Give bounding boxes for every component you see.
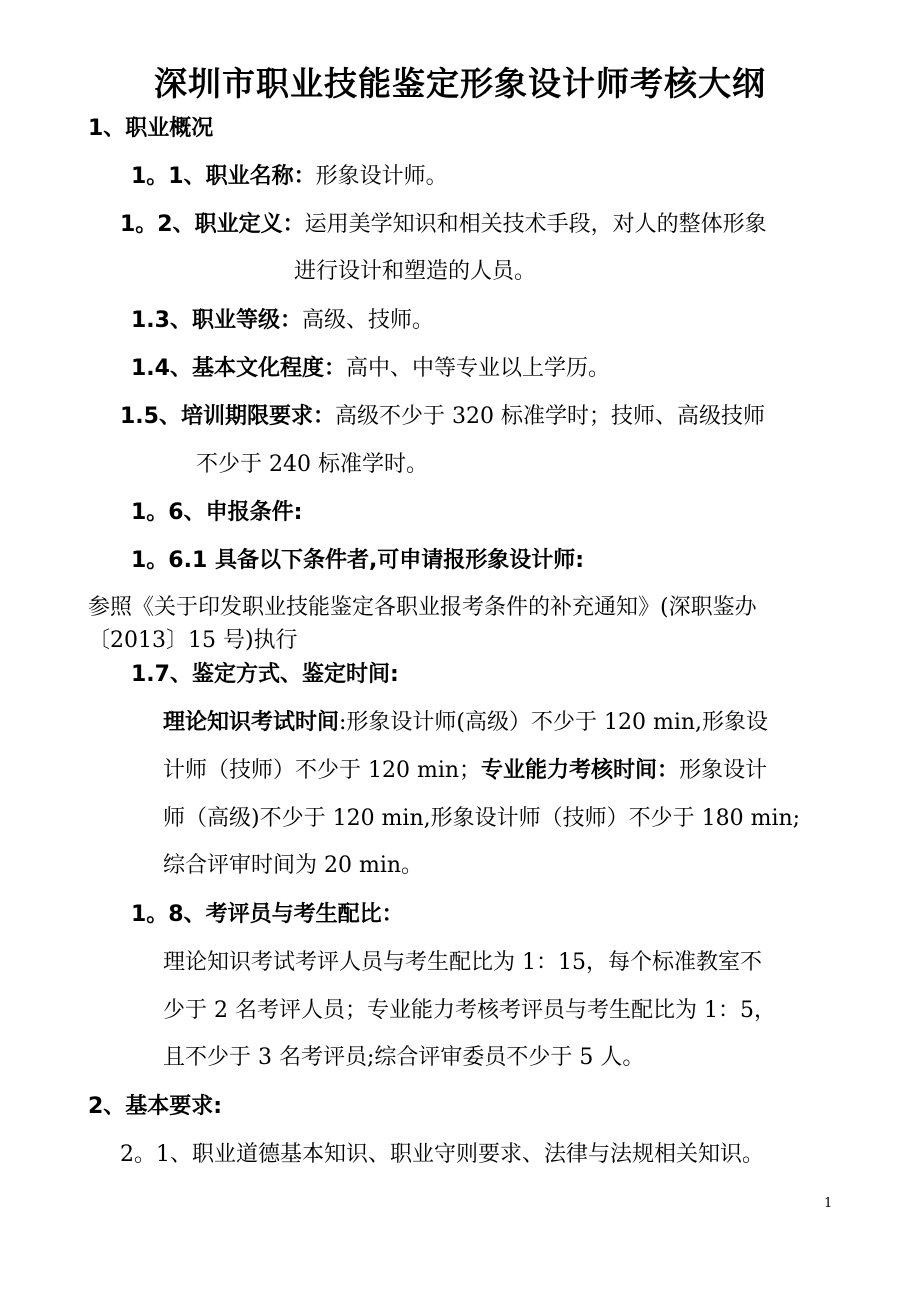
item-1-6-1: 1。6.1 具备以下条件者,可申请报形象设计师: <box>131 548 585 573</box>
item-1-3 <box>131 306 434 336</box>
item-1-1-text: 形象设计师。 <box>315 164 448 189</box>
item-1-4-label: 1.4、基本文化程度： <box>131 356 346 381</box>
item-1-4 <box>131 354 610 384</box>
item-1-5-text: 高级不少于 320 标准学时；技师、高级技师 <box>334 404 765 429</box>
theory-exam-time-text: :形象设计师(高级）不少于 120 min,形象设 <box>339 710 769 735</box>
item-1-1 <box>131 162 448 192</box>
item-1-7-line-4: 综合评审时间为 20 min。 <box>163 853 424 878</box>
item-1-4-text: 高中、中等专业以上学历。 <box>345 356 610 381</box>
section-2-heading: 2、基本要求: <box>88 1094 223 1119</box>
item-1-7-line-1 <box>163 708 768 738</box>
reference-line-1: 参照《关于印发职业技能鉴定各职业报考条件的补充通知》(深职鉴办 <box>88 595 757 620</box>
item-1-1-label: 1。1、职业名称： <box>131 164 316 189</box>
item-1-2 <box>120 210 767 240</box>
item-1-8: 1。8、考评员与考生配比： <box>131 902 404 927</box>
item-1-8-line-2: 少于 2 名考评人员；专业能力考核考评员与考生配比为 1：5， <box>163 998 776 1023</box>
item-1-7-line-3: 师（高级)不少于 120 min,形象设计师（技师）不少于 180 min; <box>163 806 801 831</box>
item-1-5 <box>120 402 765 432</box>
section-1-heading: 1、职业概况 <box>88 116 214 141</box>
item-2-1: 2。1、职业道德基本知识、职业守则要求、法律与法规相关知识。 <box>120 1142 764 1167</box>
theory-exam-time-label: 理论知识考试时间 <box>163 710 340 735</box>
item-1-7-line-2-tail: 形象设计 <box>679 758 768 783</box>
item-1-7: 1.7、鉴定方式、鉴定时间: <box>131 662 399 687</box>
skill-exam-time-label: 专业能力考核时间： <box>481 758 680 783</box>
item-1-2-text: 运用美学知识和相关技术手段，对人的整体形象 <box>304 212 767 237</box>
item-1-8-line-1: 理论知识考试考评人员与考生配比为 1：15，每个标准教室不 <box>163 950 762 975</box>
item-1-2-continuation: 进行设计和塑造的人员。 <box>294 259 537 284</box>
item-1-3-text: 高级、技师。 <box>301 308 434 333</box>
item-1-7-line-2-text: 计师（技师）不少于 120 min； <box>163 758 482 783</box>
item-1-6: 1。6、申报条件: <box>131 500 303 525</box>
item-1-5-continuation: 不少于 240 标准学时。 <box>196 452 428 477</box>
page-title: 深圳市职业技能鉴定形象设计师考核大纲 <box>154 64 766 103</box>
item-1-2-label: 1。2、职业定义： <box>120 212 305 237</box>
item-1-8-line-3: 且不少于 3 名考评员;综合评审委员不少于 5 人。 <box>163 1045 645 1070</box>
item-1-3-label: 1.3、职业等级： <box>131 308 302 333</box>
reference-line-2: 〔2013〕15 号)执行 <box>88 628 298 653</box>
item-1-5-label: 1.5、培训期限要求： <box>120 404 335 429</box>
item-1-7-line-2 <box>163 756 767 786</box>
page-number: 1 <box>824 1196 833 1211</box>
